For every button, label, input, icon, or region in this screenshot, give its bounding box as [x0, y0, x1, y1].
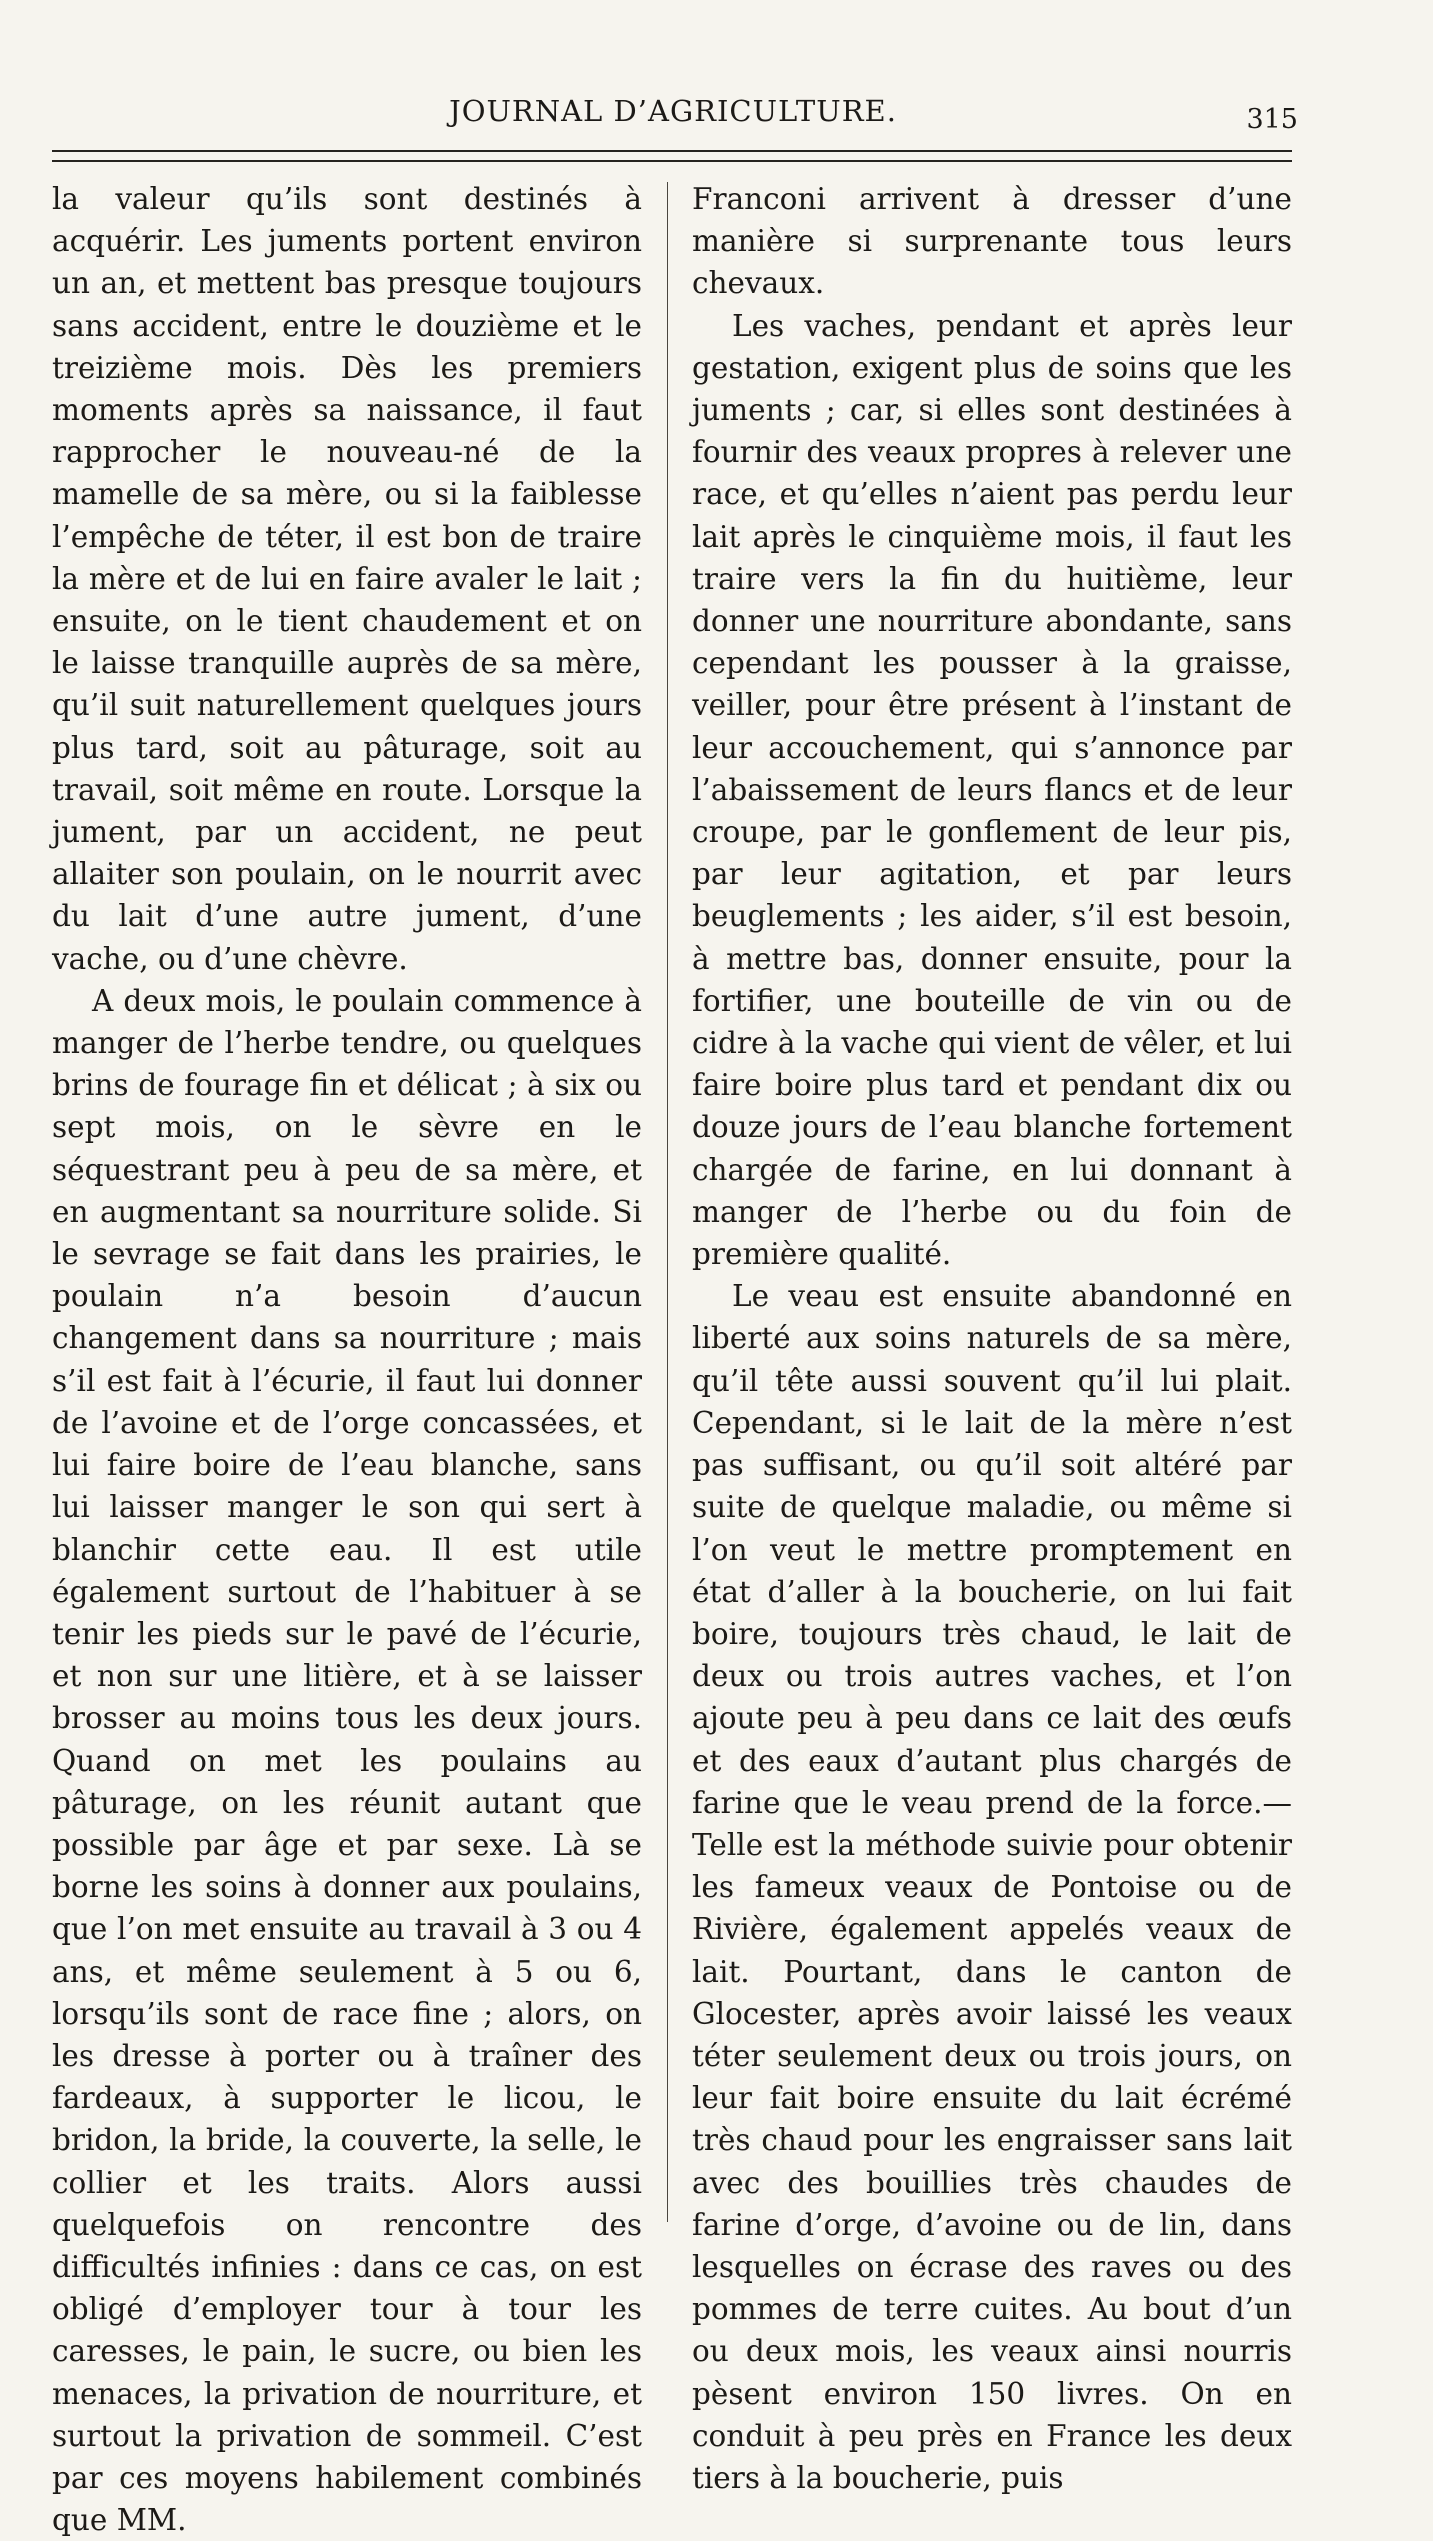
- running-title: JOURNAL D’AGRICULTURE.: [449, 94, 897, 128]
- paragraph: Le veau est ensuite abandonné en liberté aux soins naturels de sa mère, qu’il tête aussi souvent qu’il lui plait. Cependant, si le lait de la mère n’est pas suffisant, ou qu’il soit altéré par suite de quelque maladie, ou même si l’on veut le mettre promptement en état d’aller à la boucherie, on lui fait boire, toujours très chaud, le lait de deux ou trois autres vaches, et l’on ajoute peu à peu dans ce lait des œufs et des eaux d’autant plus chargés de farine que le veau prend de la force.—Telle est la méthode suivie pour obtenir les fameux veaux de Pontoise ou de Rivière, également appelés veaux de lait. Pourtant, dans le canton de Glocester, après avoir laissé les veaux téter seulement deux ou trois jours, on leur fait boire ensuite du lait écrémé très chaud pour les engraisser sans lait avec des bouillies très chaudes de farine d’orge, d’avoine ou de lin, dans lesquelles on écrase des raves ou des pommes de terre cuites. Au bout d’un ou deux mois, les veaux ainsi nourris pèsent environ 150 livres. On en conduit à peu près en France les deux tiers à la boucherie, puis: [692, 1279, 1292, 2495]
- header-rule-top: [52, 150, 1292, 152]
- left-column: [52, 178, 642, 2541]
- paragraph: A deux mois, le poulain commence à manger de l’herbe tendre, ou quelques brins de fourage fin et délicat ; à six ou sept mois, on le sèvre en le séquestrant peu à peu de sa mère, et en augmentant sa nourriture solide. Si le sevrage se fait dans les prairies, le poulain n’a besoin d’aucun changement dans sa nourriture ; mais s’il est fait à l’écurie, il faut lui donner de l’avoine et de l’orge concassées, et lui faire boire de l’eau blanche, sans lui laisser manger le son qui sert à blanchir cette eau. Il est utile également surtout de l’habituer à se tenir les pieds sur le pavé de l’écurie, et non sur une litière, et à se laisser brosser au moins tous les deux jours. Quand on met les poulains au pâturage, on les réunit autant que possible par âge et par sexe. Là se borne les soins à donner aux poulains, que l’on met ensuite au travail à 3 ou 4 ans, et même seulement à 5 ou 6, lorsqu’ils sont de race fine ; alors, on les dresse à porter ou à traîner des fardeaux, à supporter le licou, le bridon, la bride, la couverte, la selle, le collier et les traits. Alors aussi quelquefois on rencontre des difficultés infinies : dans ce cas, on est obligé d’employer tour à tour les caresses, le pain, le sucre, ou bien les menaces, la privation de nourriture, et surtout la privation de sommeil. C’est par ces moyens habilement combinés que MM.: [52, 983, 642, 2538]
- page-number: 315: [1246, 104, 1298, 135]
- column-divider: [667, 182, 668, 2222]
- right-column: [692, 178, 1292, 2499]
- paragraph: Franconi arrivent à dresser d’une manière si surprenante tous leurs chevaux.: [692, 182, 1292, 301]
- header-rule-bottom: [52, 160, 1292, 162]
- paragraph: Les vaches, pendant et après leur gestation, exigent plus de soins que les juments ; car, si elles sont destinées à fournir des veaux propres à relever une race, et qu’elles n’aient pas perdu leur lait après le cinquième mois, il faut les traire vers la fin du huitième, leur donner une nourriture abondante, sans cependant les pousser à la graisse, veiller, pour être présent à l’instant de leur accouchement, qui s’annonce par l’abaissement de leurs flancs et de leur croupe, par le gonflement de leur pis, par leur agitation, et par leurs beuglements ; les aider, s’il est besoin, à mettre bas, donner ensuite, pour la fortifier, une bouteille de vin ou de cidre à la vache qui vient de vêler, et lui faire boire plus tard et pendant dix ou douze jours de l’eau blanche fortement chargée de farine, en lui donnant à manger de l’herbe ou du foin de première qualité.: [692, 308, 1292, 1272]
- page-header: [48, 94, 1298, 154]
- paragraph: la valeur qu’ils sont destinés à acquérir. Les juments portent environ un an, et mettent bas presque toujours sans accident, entre le douzième et le treizième mois. Dès les premiers moments après sa naissance, il faut rapprocher le nouveau-né de la mamelle de sa mère, ou si la faiblesse l’empêche de téter, il est bon de traire la mère et de lui en faire avaler le lait ; ensuite, on le tient chaudement et on le laisse tranquille auprès de sa mère, qu’il suit naturellement quelques jours plus tard, soit au pâturage, soit au travail, soit même en route. Lorsque la jument, par un accident, ne peut allaiter son poulain, on le nourrit avec du lait d’une autre jument, d’une vache, ou d’une chèvre.: [52, 182, 642, 976]
